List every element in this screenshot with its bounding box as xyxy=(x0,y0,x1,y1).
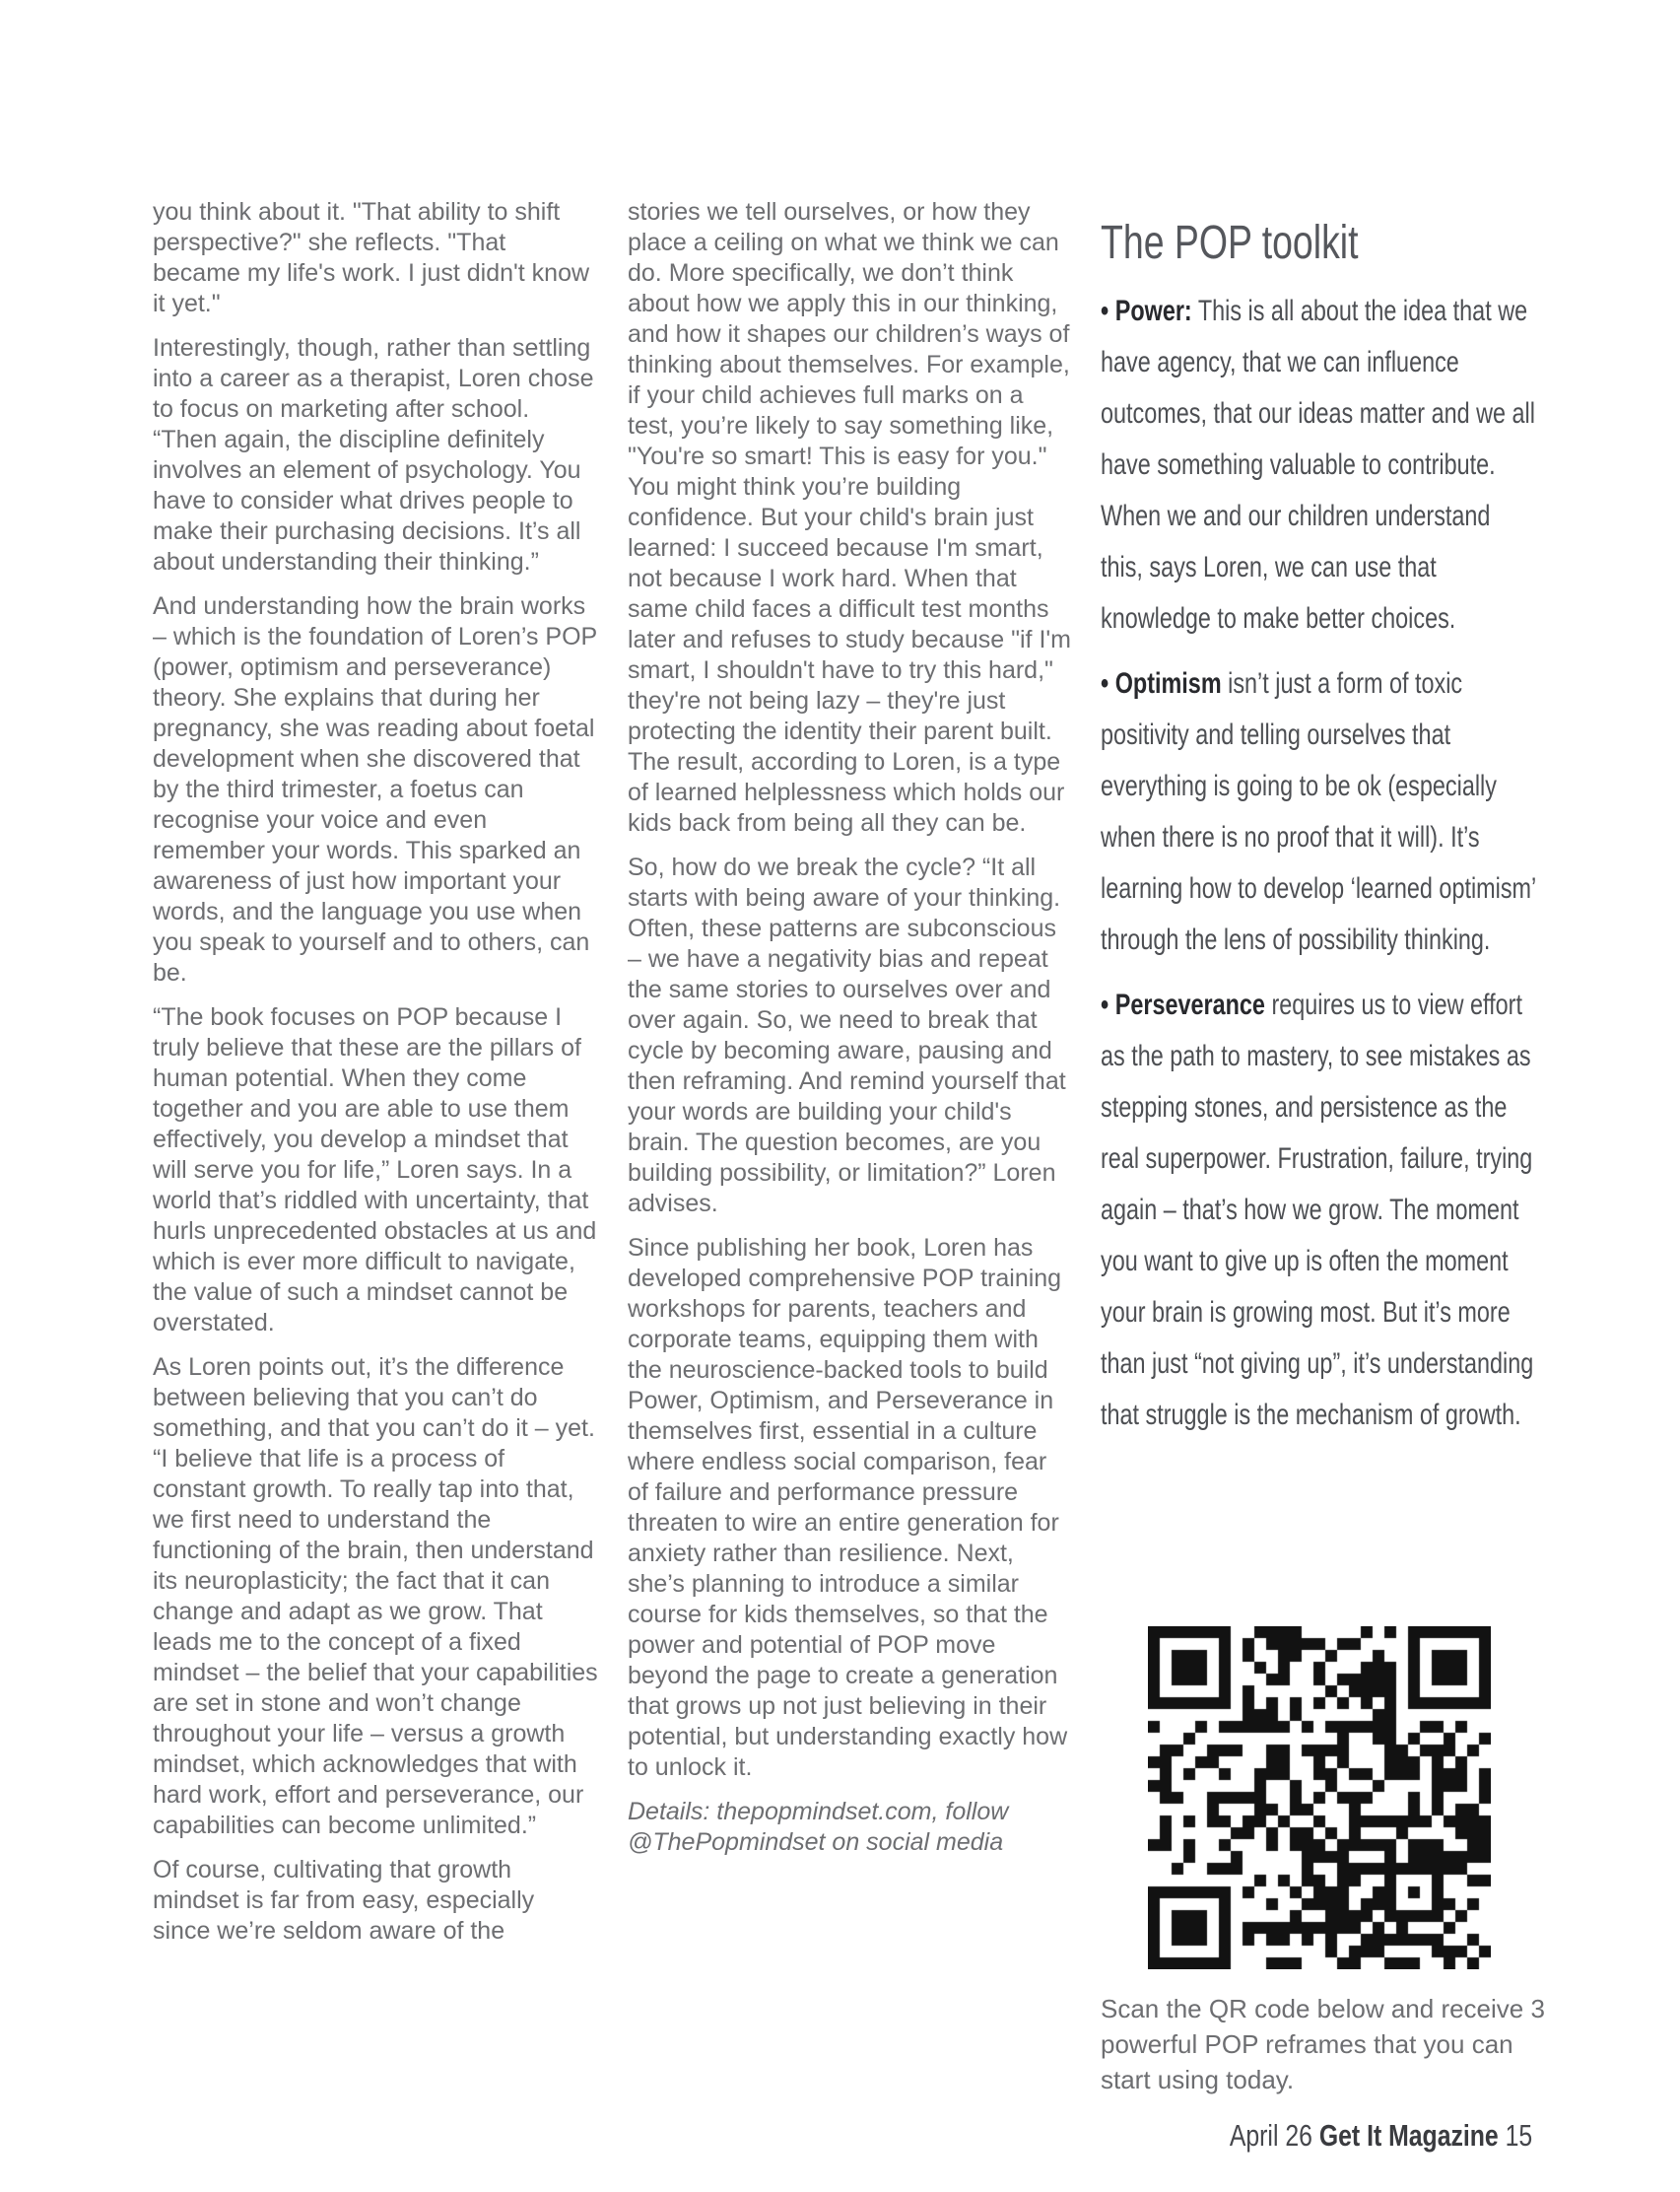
article-paragraph: Of course, cultivating that growth mindset is far from easy, especially since we’re seldom aware of the xyxy=(153,1856,535,1945)
toolkit-bullet-text: requires us to view effort as the path to mastery, to see mistakes as stepping stones, and persistence as the real superpower. Frustration, failure, trying again – that’s how we grow. The moment you want to give up is often the moment your brain is growing most. But it’s more than just “not giving up”, it’s understanding that struggle is the mechanism of growth. xyxy=(1101,989,1534,1431)
article-paragraph: And understanding how the brain works – which is the foundation of Loren’s POP (power, optimism and perseverance) theory. She explains that during her pregnancy, she was reading about foetal development when she discovered that by the third trimester, a foetus can recognise your voice and even remember your words. This sparked an awareness of just how important your words, and the language you use when you speak to yourself and to others, can be. xyxy=(153,592,597,987)
toolkit-bullet-label: Power: xyxy=(1114,295,1192,327)
article-paragraph: Interestingly, though, rather than settling into a career as a therapist, Loren chose to focus on marketing after school. “Then again, the discipline definitely involves an element of psychology. You have to consider what drives people to make their purchasing decisions. It’s all about understanding their thinking.” xyxy=(153,334,594,576)
toolkit-bullet-label: Optimism xyxy=(1114,667,1222,700)
toolkit-bullet-perseverance xyxy=(1101,980,1536,1441)
page-number: 15 xyxy=(1505,2118,1532,2153)
article-paragraph: stories we tell ourselves, or how they place a ceiling on what we think we can do. More specifically, we don’t think about how we apply this in our thinking, and how it shapes our children’s ways of thinking about themselves. For example, if your child achieves full marks on a test, you’re likely to say something like, "You're so smart! This is easy for you." You might think you’re building confidence. But your child's brain just learned: I succeed because I'm smart, not because I work hard. When that same child faces a difficult test months later and refuses to study because "if I'm smart, I shouldn't have to try this hard," they're not being lazy – they're just protecting the identity their parent built. The result, according to Loren, is a type of learned helplessness which holds our kids back from being all they can be. xyxy=(628,198,1071,837)
bullet-icon: • xyxy=(1101,295,1109,327)
bullet-icon: • xyxy=(1101,667,1109,700)
article-paragraph: So, how do we break the cycle? “It all starts with being aware of your thinking. Often, these patterns are subconscious – we have a negativity bias and repeat the same stories to ourselves over and over again. So, we need to break that cycle by becoming aware, pausing and then reframing. And remind yourself that your words are building your child's brain. The question becomes, are you building possibility, or limitation?” Loren advises. xyxy=(628,854,1066,1217)
footer-magazine-name: Get It Magazine xyxy=(1318,2118,1499,2153)
article-column-1 xyxy=(153,197,598,1960)
article-paragraph: “The book focuses on POP because I truly believe that these are the pillars of human potential. When they come together and you are able to use them effectively, you develop a mindset that will serve you for life,” Loren says. In a world that’s riddled with uncertainty, that hurls unprecedented obstacles at us and which is ever more difficult to navigate, the value of such a mindset cannot be overstated. xyxy=(153,1003,597,1336)
toolkit-bullet-label: Perseverance xyxy=(1114,989,1265,1021)
page-footer xyxy=(1230,2119,1532,2153)
article-paragraph: Since publishing her book, Loren has developed comprehensive POP training workshops for parents, teachers and corporate teams, equipping them with the neuroscience-backed tools to build Power, Optimism, and Perseverance in themselves first, essential in a culture where endless social comparison, fear of failure and performance pressure threaten to wire an entire generation for anxiety rather than resilience. Next, she’s planning to introduce a similar course for kids themselves, so that the power and potential of POP move beyond the page to create a generation that grows up not just believing in their potential, but understanding exactly how to unlock it. xyxy=(628,1234,1068,1781)
toolkit-bullet-text: This is all about the idea that we have agency, that we can influence outcomes, that our ideas matter and we all have something valuable to contribute. When we and our children understand this, says Loren, we can use that knowledge to make better choices. xyxy=(1101,295,1535,635)
footer-date: April 26 xyxy=(1229,2118,1312,2153)
toolkit-title: The POP toolkit xyxy=(1101,217,1359,269)
article-paragraph: you think about it. "That ability to shift perspective?" she reflects. "That became my life's work. I just didn't know it yet." xyxy=(153,198,590,317)
qr-code xyxy=(1148,1626,1491,1969)
toolkit-bullet-optimism xyxy=(1101,658,1536,966)
qr-caption: Scan the QR code below and receive 3 powerful POP reframes that you can start using today. xyxy=(1101,1994,1545,2094)
article-column-2 xyxy=(628,197,1073,1872)
bullet-icon: • xyxy=(1101,989,1109,1021)
toolkit-bullet-power xyxy=(1101,286,1536,645)
details-line: Details: thepopmindset.com, follow @ThePopmindset on social media xyxy=(628,1798,1009,1856)
toolkit-bullet-text: isn’t just a form of toxic positivity and telling ourselves that everything is going to be ok (especially when there is no proof that it will). It’s learning how to develop ‘learned optimism’ through the lens of possibility thinking. xyxy=(1101,667,1536,956)
toolkit-content xyxy=(1101,217,1536,1441)
toolkit-sidebar xyxy=(1101,197,1536,1455)
article-paragraph: As Loren points out, it’s the difference between believing that you can’t do something, and that you can’t do it – yet. “I believe that life is a process of constant growth. To really tap into that, we first need to understand the functioning of the brain, then understand its neuroplasticity; the fact that it can change and adapt as we grow. That leads me to the concept of a fixed mindset – the belief that your capabilities are set in stone and won’t change throughout your life – versus a growth mindset, which acknowledges that with hard work, effort and perseverance, our capabilities can become unlimited.” xyxy=(153,1353,598,1839)
